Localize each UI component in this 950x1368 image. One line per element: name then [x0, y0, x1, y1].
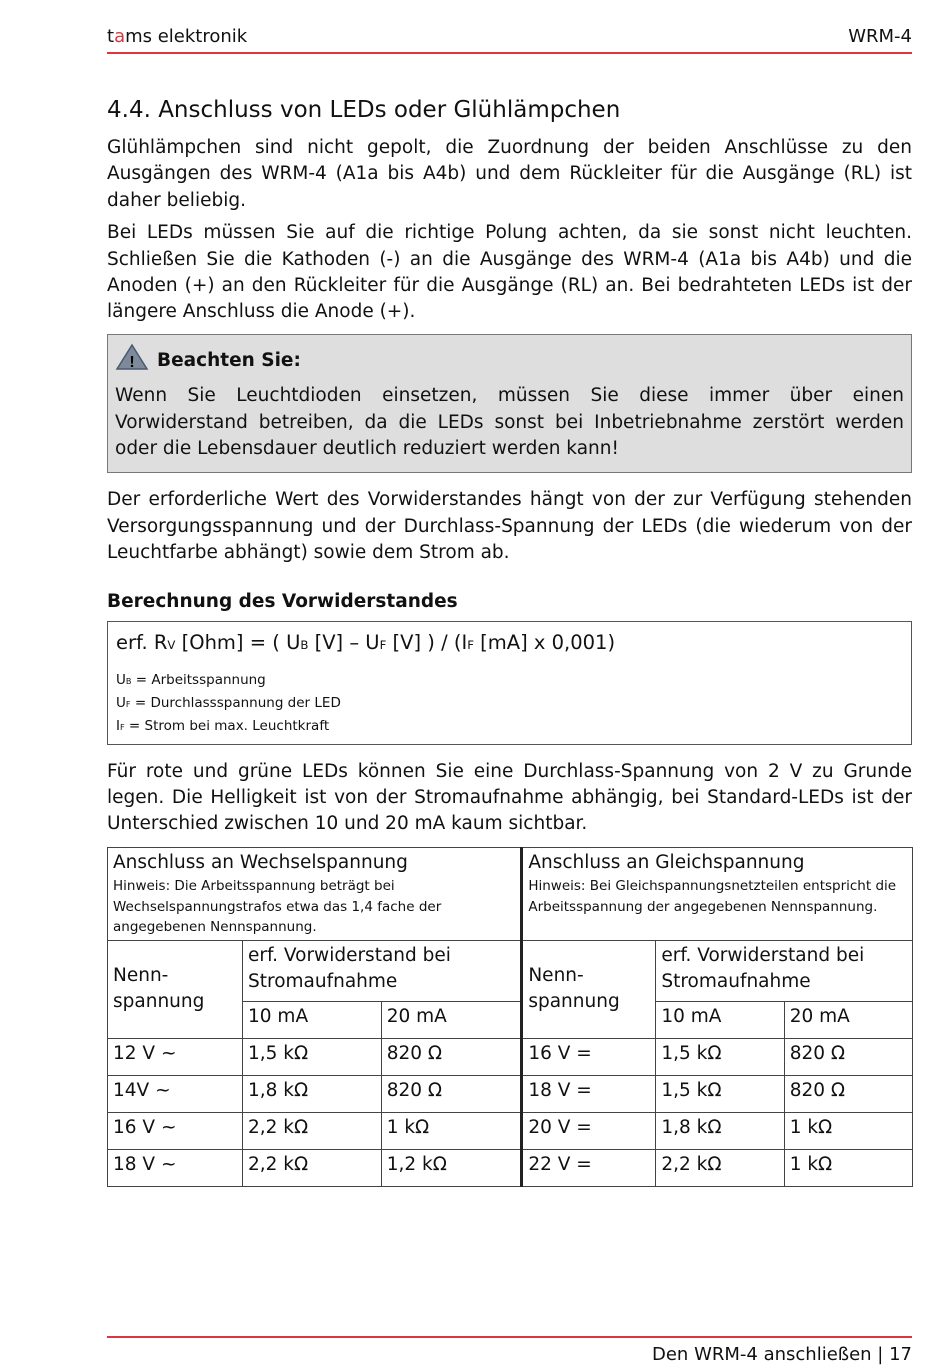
table-cell: 1 kΩ: [784, 1149, 912, 1186]
table-cell: 820 Ω: [784, 1075, 912, 1112]
table-row: [108, 1038, 913, 1075]
table-row: [108, 1149, 913, 1186]
table-cell: 16 V =: [522, 1038, 656, 1075]
brand-name: tams elektronik: [107, 26, 248, 47]
col-required-resistor: erf. Vorwiderstand bei Stromaufnahme: [243, 940, 522, 1001]
table-cell: 1,8 kΩ: [243, 1075, 382, 1112]
table-cell: 1 kΩ: [784, 1112, 912, 1149]
formula-definition: IF = Strom bei max. Leuchtkraft: [116, 717, 330, 734]
col-required-resistor: erf. Vorwiderstand bei Stromaufnahme: [656, 940, 913, 1001]
warning-text: Wenn Sie Leuchtdioden einsetzen, müssen Sie diese immer über einen Vorwiderstand betreiben, da die LEDs sonst bei Inbetriebnahme zerstört werden oder die Lebensdauer deutlich reduziert werden kann!: [115, 385, 904, 460]
warning-box: [107, 334, 912, 474]
page-content: [107, 95, 912, 1187]
col-nominal-voltage: Nenn- spannung: [522, 940, 656, 1038]
table-cell: 1,8 kΩ: [656, 1112, 784, 1149]
table-cell: 2,2 kΩ: [243, 1149, 382, 1186]
table-cell: 1,5 kΩ: [243, 1038, 382, 1075]
formula-definition: UB = Arbeitsspannung: [116, 671, 266, 688]
paragraph: Glühlämpchen sind nicht gepolt, die Zuordnung der beiden Anschlüsse zu den Ausgängen des WRM-4 (A1a bis A4b) und dem Rückleiter für die Ausgänge (RL) ist daher beliebig.: [107, 137, 912, 211]
table-cell: 18 V =: [522, 1075, 656, 1112]
warning-icon: [115, 343, 149, 379]
table-cell: 820 Ω: [381, 1075, 522, 1112]
warning-title: Beachten Sie:: [157, 349, 301, 371]
col-20ma: 20 mA: [784, 1001, 912, 1038]
paragraph: Bei LEDs müssen Sie auf die richtige Polung achten, da sie sonst nicht leuchten. Schließen Sie die Kathoden (-) an die Ausgänge des WRM-4 (A1a bis A4b) und die Anoden (+) an den Rückleiter für die Ausgänge (RL) an. Bei bedrahteten LEDs ist der längere Anschluss die Anode (+).: [107, 222, 912, 323]
table-cell: 1,5 kΩ: [656, 1038, 784, 1075]
col-10ma: 10 mA: [656, 1001, 784, 1038]
dc-header: Anschluss an Gleichspannung Hinweis: Bei Gleichspannungsnetzteilen entspricht die Arbeitsspannung der angegebenen Nennspannung.: [522, 847, 913, 940]
table-cell: 16 V ~: [108, 1112, 243, 1149]
svg-text:!: !: [129, 353, 135, 371]
col-10ma: 10 mA: [243, 1001, 382, 1038]
table-row: [108, 1075, 913, 1112]
table-cell: 2,2 kΩ: [243, 1112, 382, 1149]
paragraph: Für rote und grüne LEDs können Sie eine Durchlass-Spannung von 2 V zu Grunde legen. Die Helligkeit ist von der Stromaufnahme abhängig, bei Standard-LEDs ist der Unterschied zwischen 10 und 20 mA kaum sichtbar.: [107, 760, 912, 835]
table-cell: 12 V ~: [108, 1038, 243, 1075]
table-cell: 820 Ω: [381, 1038, 522, 1075]
formula: erf. RV [Ohm] = ( UB [V] – UF [V] ) / (IF [mA] x 0,001): [116, 631, 616, 655]
col-nominal-voltage: Nenn- spannung: [108, 940, 243, 1038]
formula-definition: UF = Durchlassspannung der LED: [116, 694, 341, 711]
ac-header: Anschluss an Wechselspannung Hinweis: Die Arbeitsspannung beträgt bei Wechselspannungstrafos etwa das 1,4 fache der angegebenen Nennspannung.: [108, 847, 522, 940]
table-row: [108, 1112, 913, 1149]
product-name: WRM-4: [848, 26, 912, 47]
section-title: 4.4. Anschluss von LEDs oder Glühlämpchen: [107, 97, 621, 123]
table-cell: 18 V ~: [108, 1149, 243, 1186]
table-cell: 820 Ω: [784, 1038, 912, 1075]
table-cell: 1 kΩ: [381, 1112, 522, 1149]
page-header: [107, 26, 912, 54]
subsection-title: Berechnung des Vorwiderstandes: [107, 590, 458, 612]
footer-text: Den WRM-4 anschließen | 17: [652, 1344, 912, 1365]
table-cell: 1,5 kΩ: [656, 1075, 784, 1112]
resistor-table: [107, 847, 913, 1187]
col-20ma: 20 mA: [381, 1001, 522, 1038]
table-cell: 14V ~: [108, 1075, 243, 1112]
table-cell: 2,2 kΩ: [656, 1149, 784, 1186]
paragraph: Der erforderliche Wert des Vorwiderstandes hängt von der zur Verfügung stehenden Versorgungsspannung und der Durchlass-Spannung der LEDs (die wiederum von der Leuchtfarbe abhängt) sowie dem Strom ab.: [107, 489, 912, 564]
page-footer: [107, 1336, 912, 1365]
table-cell: 1,2 kΩ: [381, 1149, 522, 1186]
table-cell: 20 V =: [522, 1112, 656, 1149]
table-cell: 22 V =: [522, 1149, 656, 1186]
formula-box: [107, 621, 912, 744]
